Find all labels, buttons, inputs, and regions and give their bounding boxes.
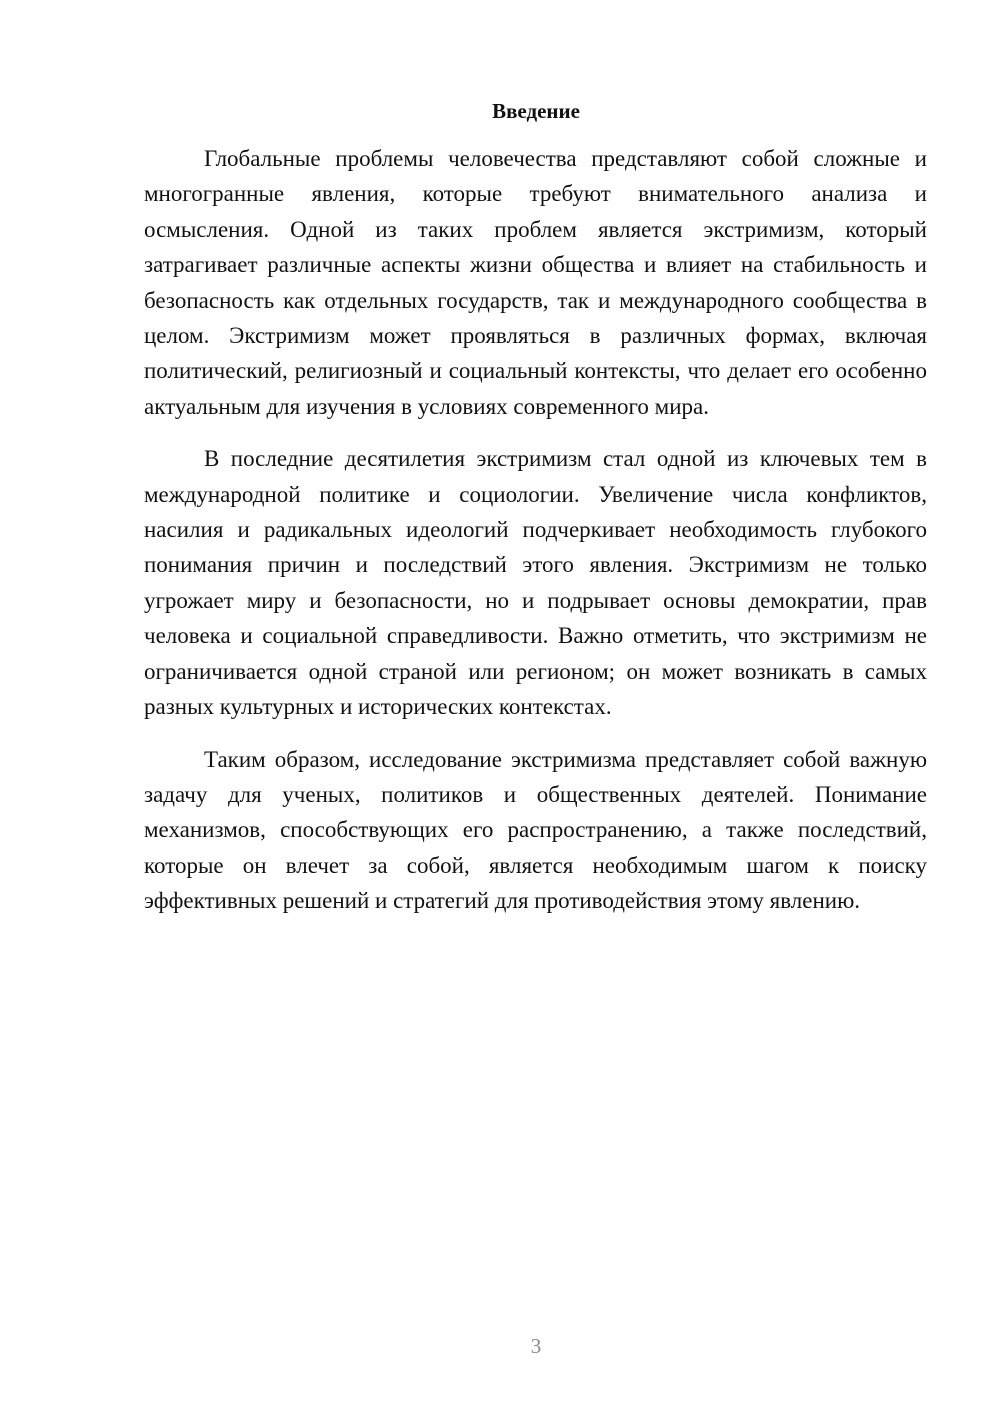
body-text <box>144 141 927 936</box>
paragraph-3: Таким образом, исследование экстримизма представляет собой важную задачу для ученых, политиков и общественных деятелей. Понимание механизмов, способствующих его распространению, а также последствий, которые он влечет за собой, является необходимым шагом к поиску эффективных решений и стратегий для противодействия этому явлению. <box>144 746 927 914</box>
paragraph-2: В последние десятилетия экстримизм стал одной из ключевых тем в международной политике и социологии. Увеличение числа конфликтов, насилия и радикальных идеологий подчеркивает необходимость глубокого понимания причин и последствий этого явления. Экстримизм не только угрожает миру и безопасности, но и подрывает основы демократии, прав человека и социальной справедливости. Важно отметить, что экстримизм не ограничивается одной страной или регионом; он может возникать в самых разных культурных и исторических контекстах. <box>144 446 927 720</box>
section-title: Введение <box>492 99 580 123</box>
page-number: 3 <box>530 1334 542 1358</box>
paragraph-1: Глобальные проблемы человечества представляют собой сложные и многогранные явления, которые требуют внимательного анализа и осмысления. Одной из таких проблем является экстримизм, который затрагивает различные аспекты жизни общества и влияет на стабильность и безопасность как отдельных государств, так и международного сообщества в целом. Экстримизм может проявляться в различных формах, включая политический, религиозный и социальный контексты, что делает его особенно актуальным для изучения в условиях современного мира. <box>144 146 927 419</box>
